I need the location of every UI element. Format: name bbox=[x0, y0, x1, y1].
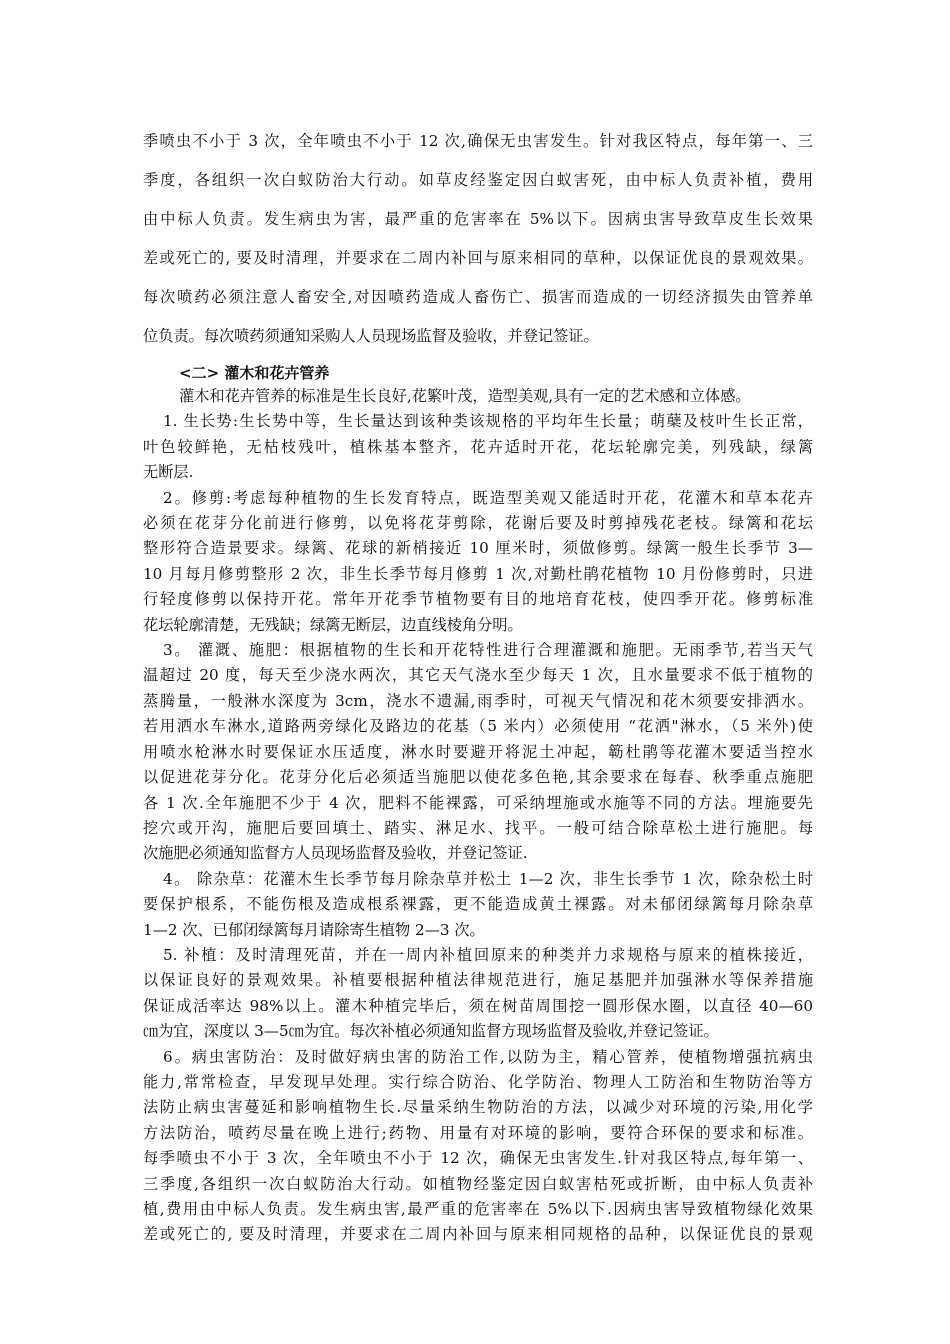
text-line: 3。 灌溉、施肥：根据植物的生长和开花特性进行合理灌溉和施肥。无雨季节,若当天气 bbox=[163, 641, 813, 660]
text-line: 行轻度修剪以保持开花。常年开花季节植物要有目的地培育花枝，使四季开花。修剪标准 bbox=[143, 590, 813, 609]
text-line: 植,费用由中标人负责。发生病虫害,最严重的危害率在 5%以下.因病虫害导致植物绿化效果 bbox=[143, 1200, 813, 1218]
text-line: 保证成活率达 98%以上。灌木种植完毕后，须在树苗周围挖一圆形保水圈，以直径 40—60 bbox=[143, 996, 813, 1015]
text-line: 必须在花芽分化前进行修剪，以免将花芽剪除，花谢后要及时剪掉残花老枝。绿篱和花坛 bbox=[143, 514, 813, 533]
text-line: ㎝为宜，深度以 3—5㎝为宜。每次补植必须通知监督方现场监督及验收,并登记签证。 bbox=[143, 1022, 719, 1041]
text-line: 若用洒水车淋水,道路两旁绿化及路边的花基（5 米内）必须使用 “花洒"淋水，（5 米外)使 bbox=[143, 717, 813, 736]
text-line: 2。修剪:考虑每种植物的生长发育特点，既造型美观又能适时开花，花灌木和草本花卉 bbox=[163, 488, 813, 507]
text-line: 季度，各组织一次白蚁防治大行动。如草皮经鉴定因白蚁害死，由中标人负责补植，费用 bbox=[143, 171, 813, 189]
text-line: 能力,常常检查，早发现早处理。实行综合防治、化学防治、物理人工防治和生物防治等方 bbox=[143, 1072, 813, 1091]
text-line: 10 月每月修剪整形 2 次，非生长季节每月修剪 1 次,对勤杜鹃花植物 10 月份修剪时，只进 bbox=[143, 564, 813, 583]
text-line: 蒸腾量，一般淋水深度为 3cm，浇水不遗漏,雨季时，可视天气情况和花木须要安排洒水。 bbox=[143, 691, 813, 710]
text-line: 每季喷虫不小于 3 次，全年喷虫不小于 12 次，确保无虫害发生.针对我区特点,每年第一、 bbox=[143, 1149, 813, 1168]
text-line: 无断层. bbox=[143, 463, 194, 482]
text-line: 花坛轮廓清楚，无残缺；绿篱无断层，边直线棱角分明。 bbox=[143, 615, 523, 634]
text-line: 整形符合造景要求。绿篱、花球的新梢接近 10 厘米时，须做修剪。绿篱一般生长季节 3— bbox=[143, 539, 813, 558]
text-line: 温超过 20 度，每天至少浇水两次，其它天气浇水至少每天 1 次，且水量要求不低于植物的 bbox=[143, 666, 813, 685]
text-line: 位负责。每次喷药须通知采购人人员现场监督及验收，并登记签证。 bbox=[143, 327, 599, 345]
text-line: 差或死亡的, 要及时清理，并要求在二周内补回与原来相同的草种，以保证优良的景观效果。 bbox=[143, 249, 813, 267]
text-line: 6。病虫害防治：及时做好病虫害的防治工作,以防为主，精心管养，使植物增强抗病虫 bbox=[163, 1047, 813, 1066]
text-line: 挖穴或开沟，施肥后要回填土、踏实、淋足水、找平。一般可结合除草松土进行施肥。每 bbox=[143, 818, 813, 837]
text-line: 以促进花芽分化。花芽分化后必须适当施肥以使花多色艳,其余要求在每春、秋季重点施肥 bbox=[143, 768, 813, 787]
intro-paragraph bbox=[143, 122, 813, 356]
text-line: 以保证良好的景观效果。补植要根据种植法律规范进行，施足基肥并加强淋水等保养措施 bbox=[143, 971, 813, 990]
text-line: 每次喷药必须注意人畜安全,对因喷药造成人畜伤亡、损害而造成的一切经济损失由管养单 bbox=[143, 288, 813, 306]
text-line: 次施肥必须通知监督方人员现场监督及验收，并登记签证. bbox=[143, 844, 528, 863]
section-body bbox=[143, 384, 813, 1248]
text-line: 由中标人负责。发生病虫为害，最严重的危害率在 5%以下。因病虫害导致草皮生长效果 bbox=[143, 210, 813, 228]
text-line: 灌木和花卉管养的标准是生长良好,花繁叶茂，造型美观,具有一定的艺术感和立体感。 bbox=[179, 387, 751, 405]
document-page bbox=[143, 122, 813, 1248]
text-line: 各 1 次.全年施肥不少于 4 次，肥料不能裸露，可采纳埋施或水施等不同的方法。埋施要先 bbox=[143, 793, 813, 812]
text-line: 叶色较鲜艳，无枯枝残叶，植株基本整齐，花卉适时开花，花坛轮廓完美，列残缺，绿篱 bbox=[143, 437, 813, 456]
text-line: 方法防治，喷药尽量在晚上进行;药物、用量有对环境的影响，要符合环保的要求和标准。 bbox=[143, 1123, 813, 1142]
text-line: 1—2 次、已郁闭绿篱每月请除寄生植物 2—3 次。 bbox=[143, 920, 485, 939]
text-line: 法防止病虫害蔓延和影响植物生长.尽量采纳生物防治的方法，以减少对环境的污染,用化学 bbox=[143, 1098, 813, 1117]
text-line: 差或死亡的, 要及时清理，并要求在二周内补回与原来相同规格的品种，以保证优良的景观 bbox=[143, 1225, 813, 1244]
text-line: 三季度,各组织一次白蚁防治大行动。如植物经鉴定因白蚁害枯死或折断，由中标人负责补 bbox=[143, 1174, 813, 1193]
text-line: 1. 生长势:生长势中等，生长量达到该种类该规格的平均年生长量；萌蘖及枝叶生长正常， bbox=[163, 412, 813, 431]
text-line: 要保护根系，不能伤根及造成根系裸露，更不能造成黄土裸露。对未郁闭绿篱每月除杂草 bbox=[143, 895, 813, 914]
text-line: 季喷虫不小于 3 次，全年喷虫不小于 12 次,确保无虫害发生。针对我区特点，每年第一、三 bbox=[143, 132, 813, 150]
text-line: 用喷水枪淋水时要保证水压适度，淋水时要避开将泥土冲起，簕杜鹃等花灌木要适当控水 bbox=[143, 742, 813, 761]
text-line: 5. 补植：及时清理死苗，并在一周内补植回原来的种类并力求规格与原来的植株接近， bbox=[163, 945, 813, 964]
text-line: 4。 除杂草：花灌木生长季节每月除杂草并松土 1—2 次，非生长季节 1 次，除杂松土时 bbox=[163, 869, 813, 888]
section-heading: <二> 灌木和花卉管养 bbox=[179, 364, 330, 382]
